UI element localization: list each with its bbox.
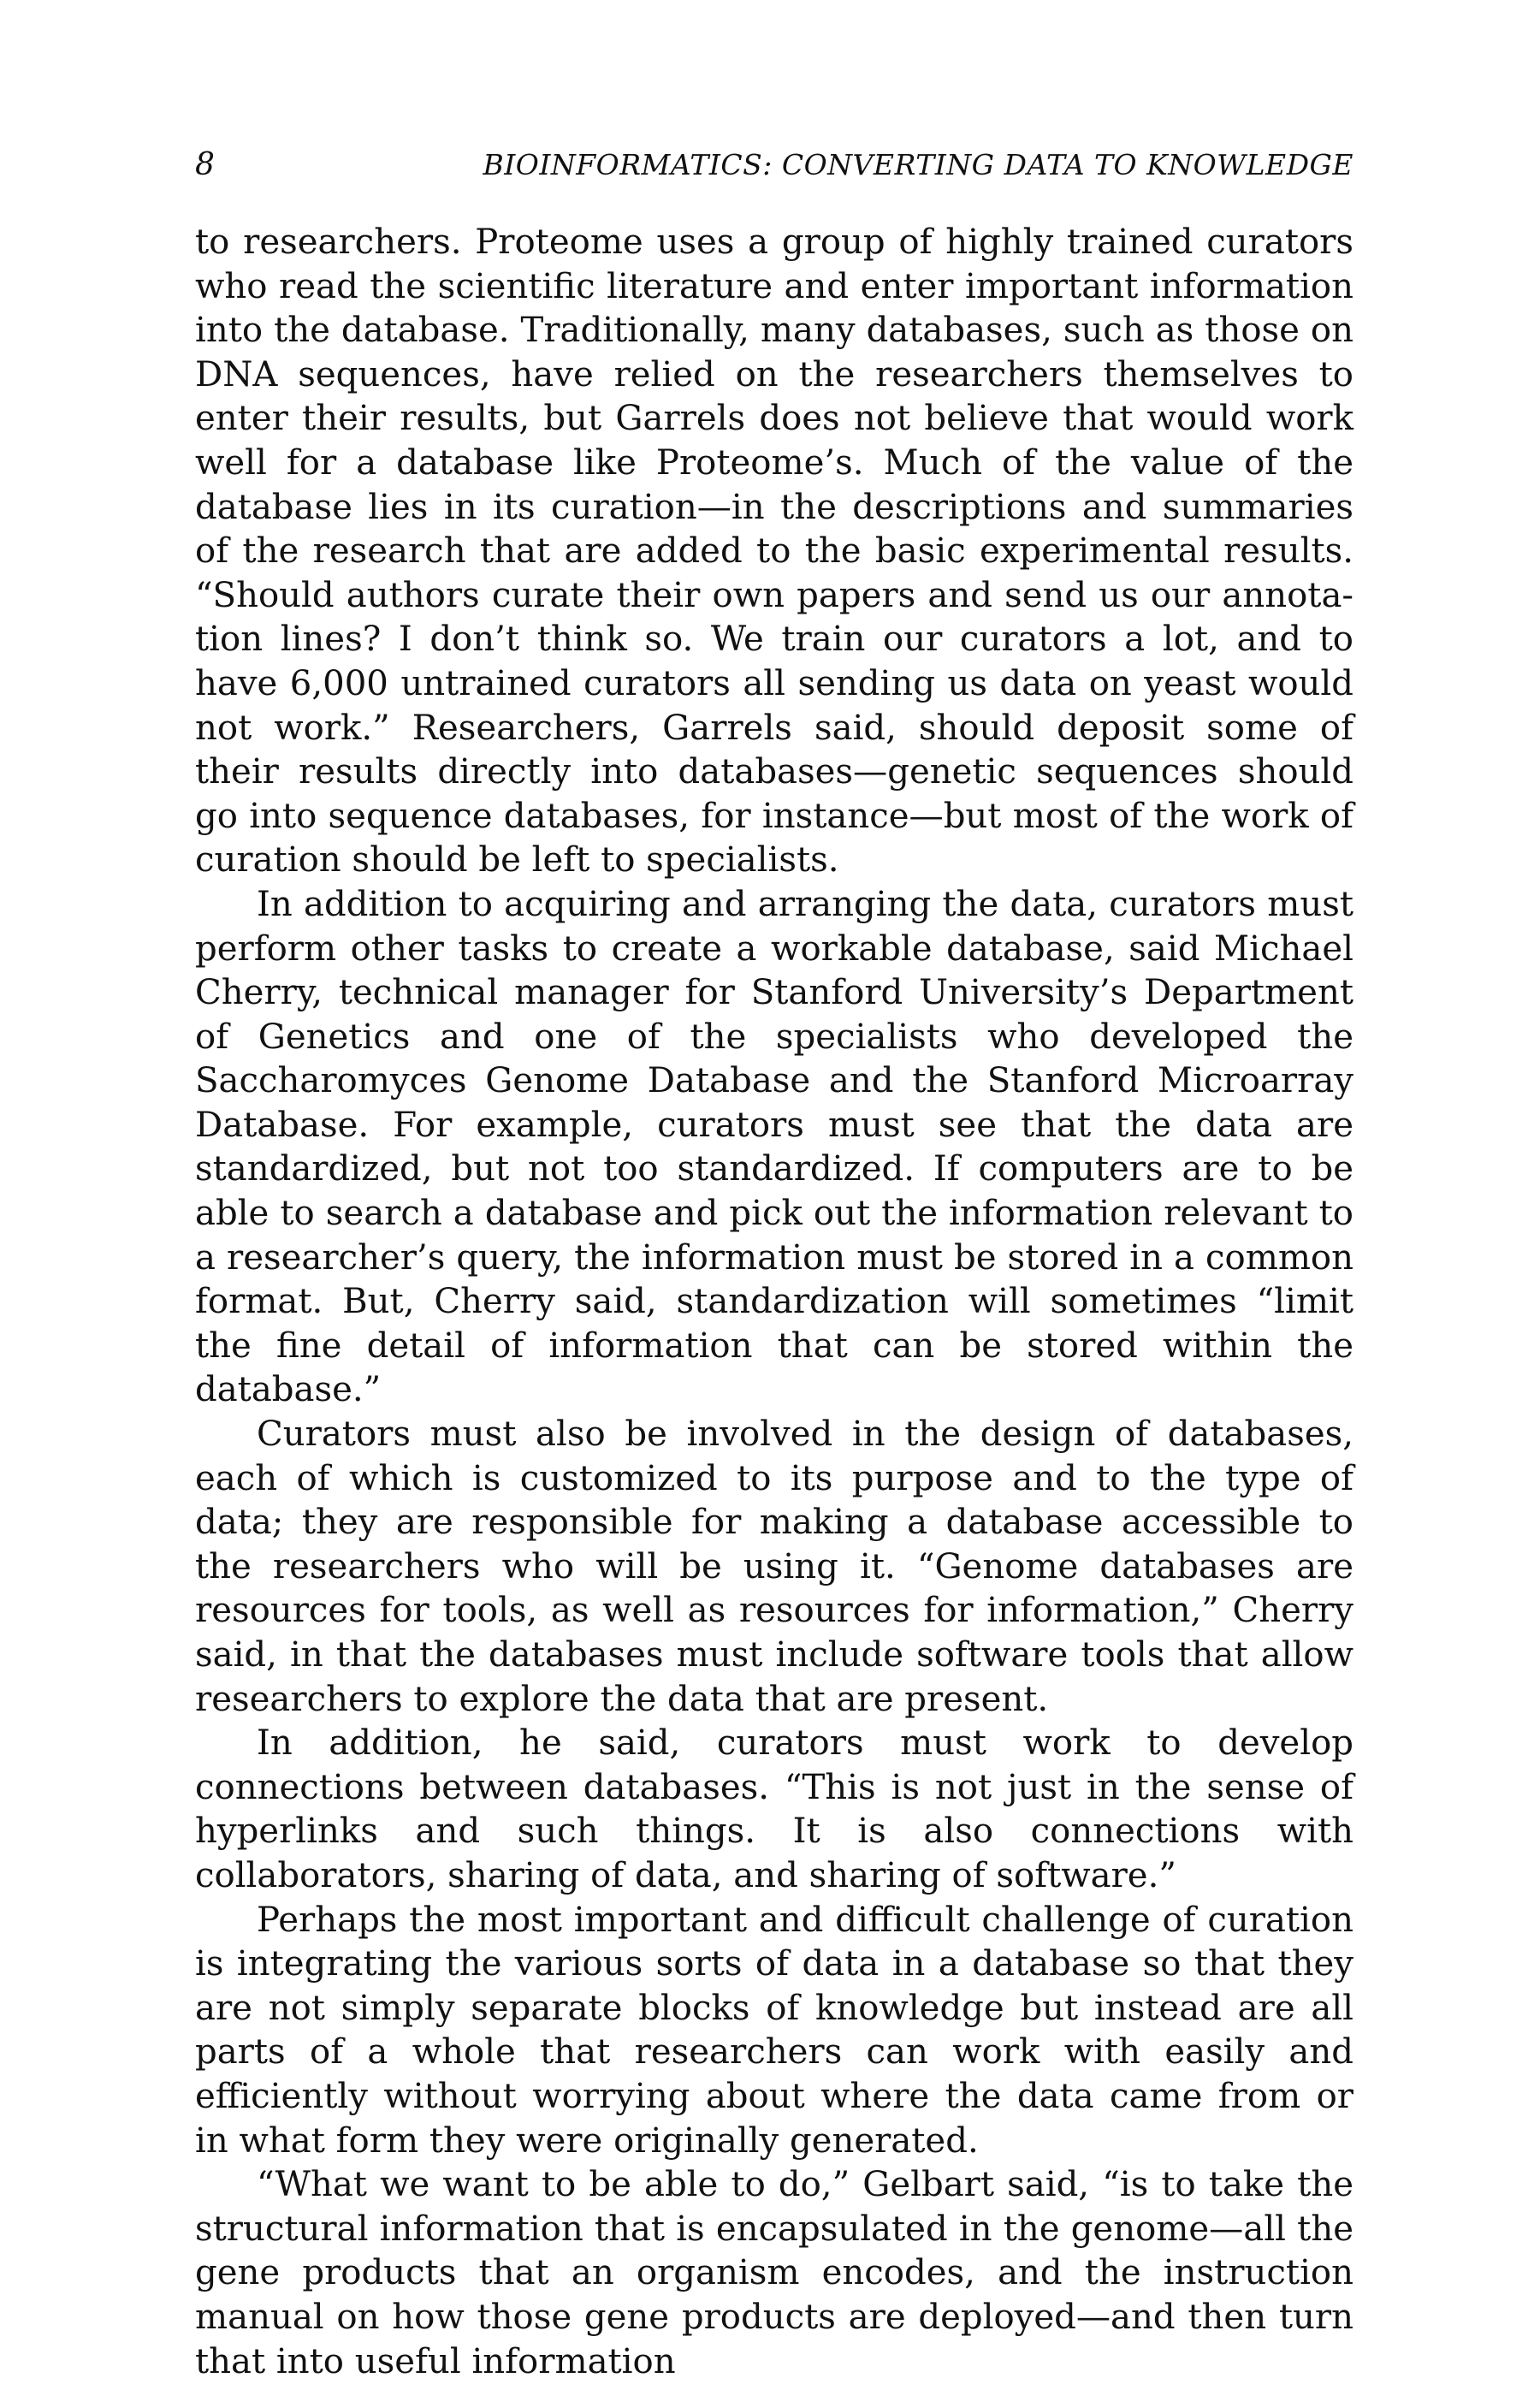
paragraph-continuation: to researchers. Proteome uses a group of highly trained curators who read the scientific literature and enter important information into the database. Traditionally, many databases, such as those on DNA sequences, have relied on the researchers themselves to enter their results, but Garrels does not believe that would work well for a database like Proteome’s. Much of the value of the database lies in its curation—in the descriptions and summaries of the research that are added to the basic experimental results. “Should authors curate their own papers and send us our annotation lines? I don’t think so. We train our curators a lot, and to have 6,000 untrained curators all sending us data on yeast would not work.” Researchers, Garrels said, should deposit some of their results directly into databases—genetic sequences should go into sequence databases, for instance—but most of the work of curation should be left to specialists. [195,222,1353,881]
running-head [195,144,1353,187]
paragraph-gelbart-quote: “What we want to be able to do,” Gelbart said, “is to take the structural information that is encapsulated in the genome—all the gene products that an organism encodes, and the instruction manual on how those gene products are deployed—and then turn that into useful information [195,2165,1353,2381]
paragraph-database-design: Curators must also be involved in the design of databases, each of which is customized to its purpose and to the type of data; they are responsible for making a database accessible to the researchers who will be using it. “Genome databases are resources for tools, as well as resources for information,” Cherry said, in that the databases must include software tools that allow researchers to explore the data that are present. [195,1414,1353,1719]
paragraph-integration: Perhaps the most important and difficult challenge of curation is integrating the various sorts of data in a database so that they are not simply separate blocks of knowledge but instead are all parts of a whole that researchers can work with easily and efficiently without worrying about where the data came from or in what form they were originally generated. [195,1900,1353,2161]
running-title: BIOINFORMATICS: CONVERTING DATA TO KNOWLEDGE [483,148,1353,181]
paragraph-connections: In addition, he said, curators must work to develop connections between databases. “This is not just in the sense of hyperlinks and such things. It is also connections with collaborators, sharing of data, and sharing of software.” [195,1723,1353,1895]
body-text [195,221,1353,2384]
page-number: 8 [195,147,215,182]
paragraph-curator-tasks: In addition to acquiring and arranging the data, curators must perform other tasks to create a workable database, said Michael Cherry, technical manager for Stanford University’s Department of Genetics and one of the specialists who developed the Saccharomyces Genome Database and the Stanford Microarray Database. For example, curators must see that the data are standardized, but not too standardized. If computers are to be able to search a database and pick out the information relevant to a researcher’s query, the information must be stored in a common format. But, Cherry said, standardization will sometimes “limit the fine detail of information that can be stored within the database.” [195,884,1353,1410]
